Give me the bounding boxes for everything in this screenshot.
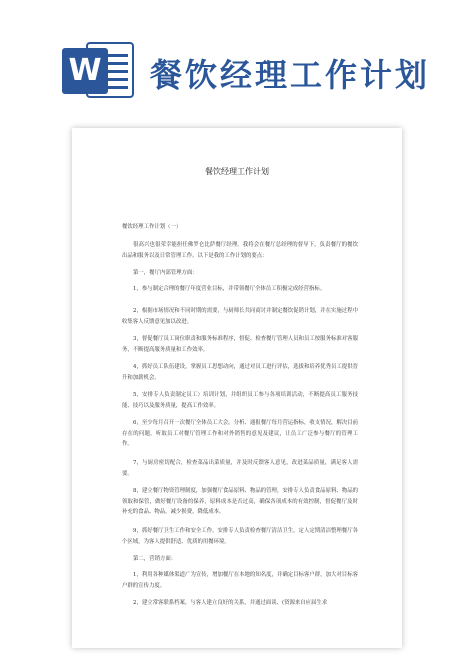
word-badge: W — [62, 48, 108, 94]
paragraph: 第二，营销方面： — [133, 556, 177, 562]
word-document-icon — [62, 40, 136, 100]
paragraph: 很高兴也很荣幸能担任佛罗仑比萨餐厅经理。我将会在餐厅总经理的督导下，负责餐厅的餐饮出品和服务以及日常管理工作。以下是我的工作计划的要点： — [122, 242, 358, 259]
paragraph: 7，与厨房密切配合，检查菜品出菜质量，并及时反馈客人意见，改进菜品质量，满足客人需要。 — [122, 460, 358, 477]
document-page — [72, 128, 402, 648]
paragraph: 第一，餐厅内部管理方面： — [133, 270, 198, 276]
paragraph: 9，抓好餐厅卫生工作和安全工作，安排专人负责检查餐厅清洁卫生，定人定期清洁整理餐厅各个区域，为客人提供舒适、优质的用餐环境。 — [122, 528, 358, 545]
paragraph: 2，根据市场情况和不同时期的需要，与厨师长共同商讨并制定餐饮促销计划，并在实施过程中收集客人反馈意见加以改进。 — [122, 308, 358, 325]
paragraph: 3，督促餐厅员工岗位职责和服务标准程序，督促、检查餐厅管理人员和员工按服务标准对客服务，不断提高服务质量和工作效率。 — [122, 336, 358, 353]
paragraph: 6，至少每月召开一次餐厅全体员工大会。分析、通报餐厅每月营运指标，收支情况，解决目前存在的问题，听取员工对餐厅管理工作和对外销售的意见及建议，让员工广泛参与餐厅的管理工作。 — [122, 420, 358, 447]
paragraph: 8，建立餐厅物资管理制度，加强餐厅食品原料、物品的管理，安排专人负责食品原料、物品的领取和保管，做好餐厅设备的保养，原料成本是否过高，确保各项成本的有效控制，督促餐厅及时补充的食品、物品，减少损费，降低成本。 — [122, 488, 358, 515]
paragraph: 2，建立常客联系档案，与客人建立良好的关系，并通过面谈、(资源来自应届生求 — [133, 600, 328, 606]
document-title: 餐饮经理工作计划 — [205, 167, 269, 176]
paragraph: 5，安排专人负责制定员工）培训计划，并组织员工参与各项培训活动，不断提高员工服务技能、技巧以及服务质量，提高工作效率。 — [122, 392, 358, 409]
banner-title: 餐饮经理工作计划 — [150, 56, 431, 94]
paragraph: 1，参与制定合理的餐厅年度营业目标，并带领餐厅全体员工积极完成经营指标。 — [133, 286, 326, 292]
paragraph: 1，利用各种媒体渠道广为宣传，增加餐厅在本地的知名度，并确定目标客户群，加大对目标客户群的宣传力度。 — [122, 572, 358, 589]
banner — [0, 0, 474, 125]
paragraph: 餐饮经理工作计划（一） — [122, 224, 182, 230]
paragraph: 4，抓好员工队伍建设，掌握员工思想动向，通过对员工进行评估，选拔和培养优秀员工提供晋升和加薪机会。 — [122, 364, 358, 381]
